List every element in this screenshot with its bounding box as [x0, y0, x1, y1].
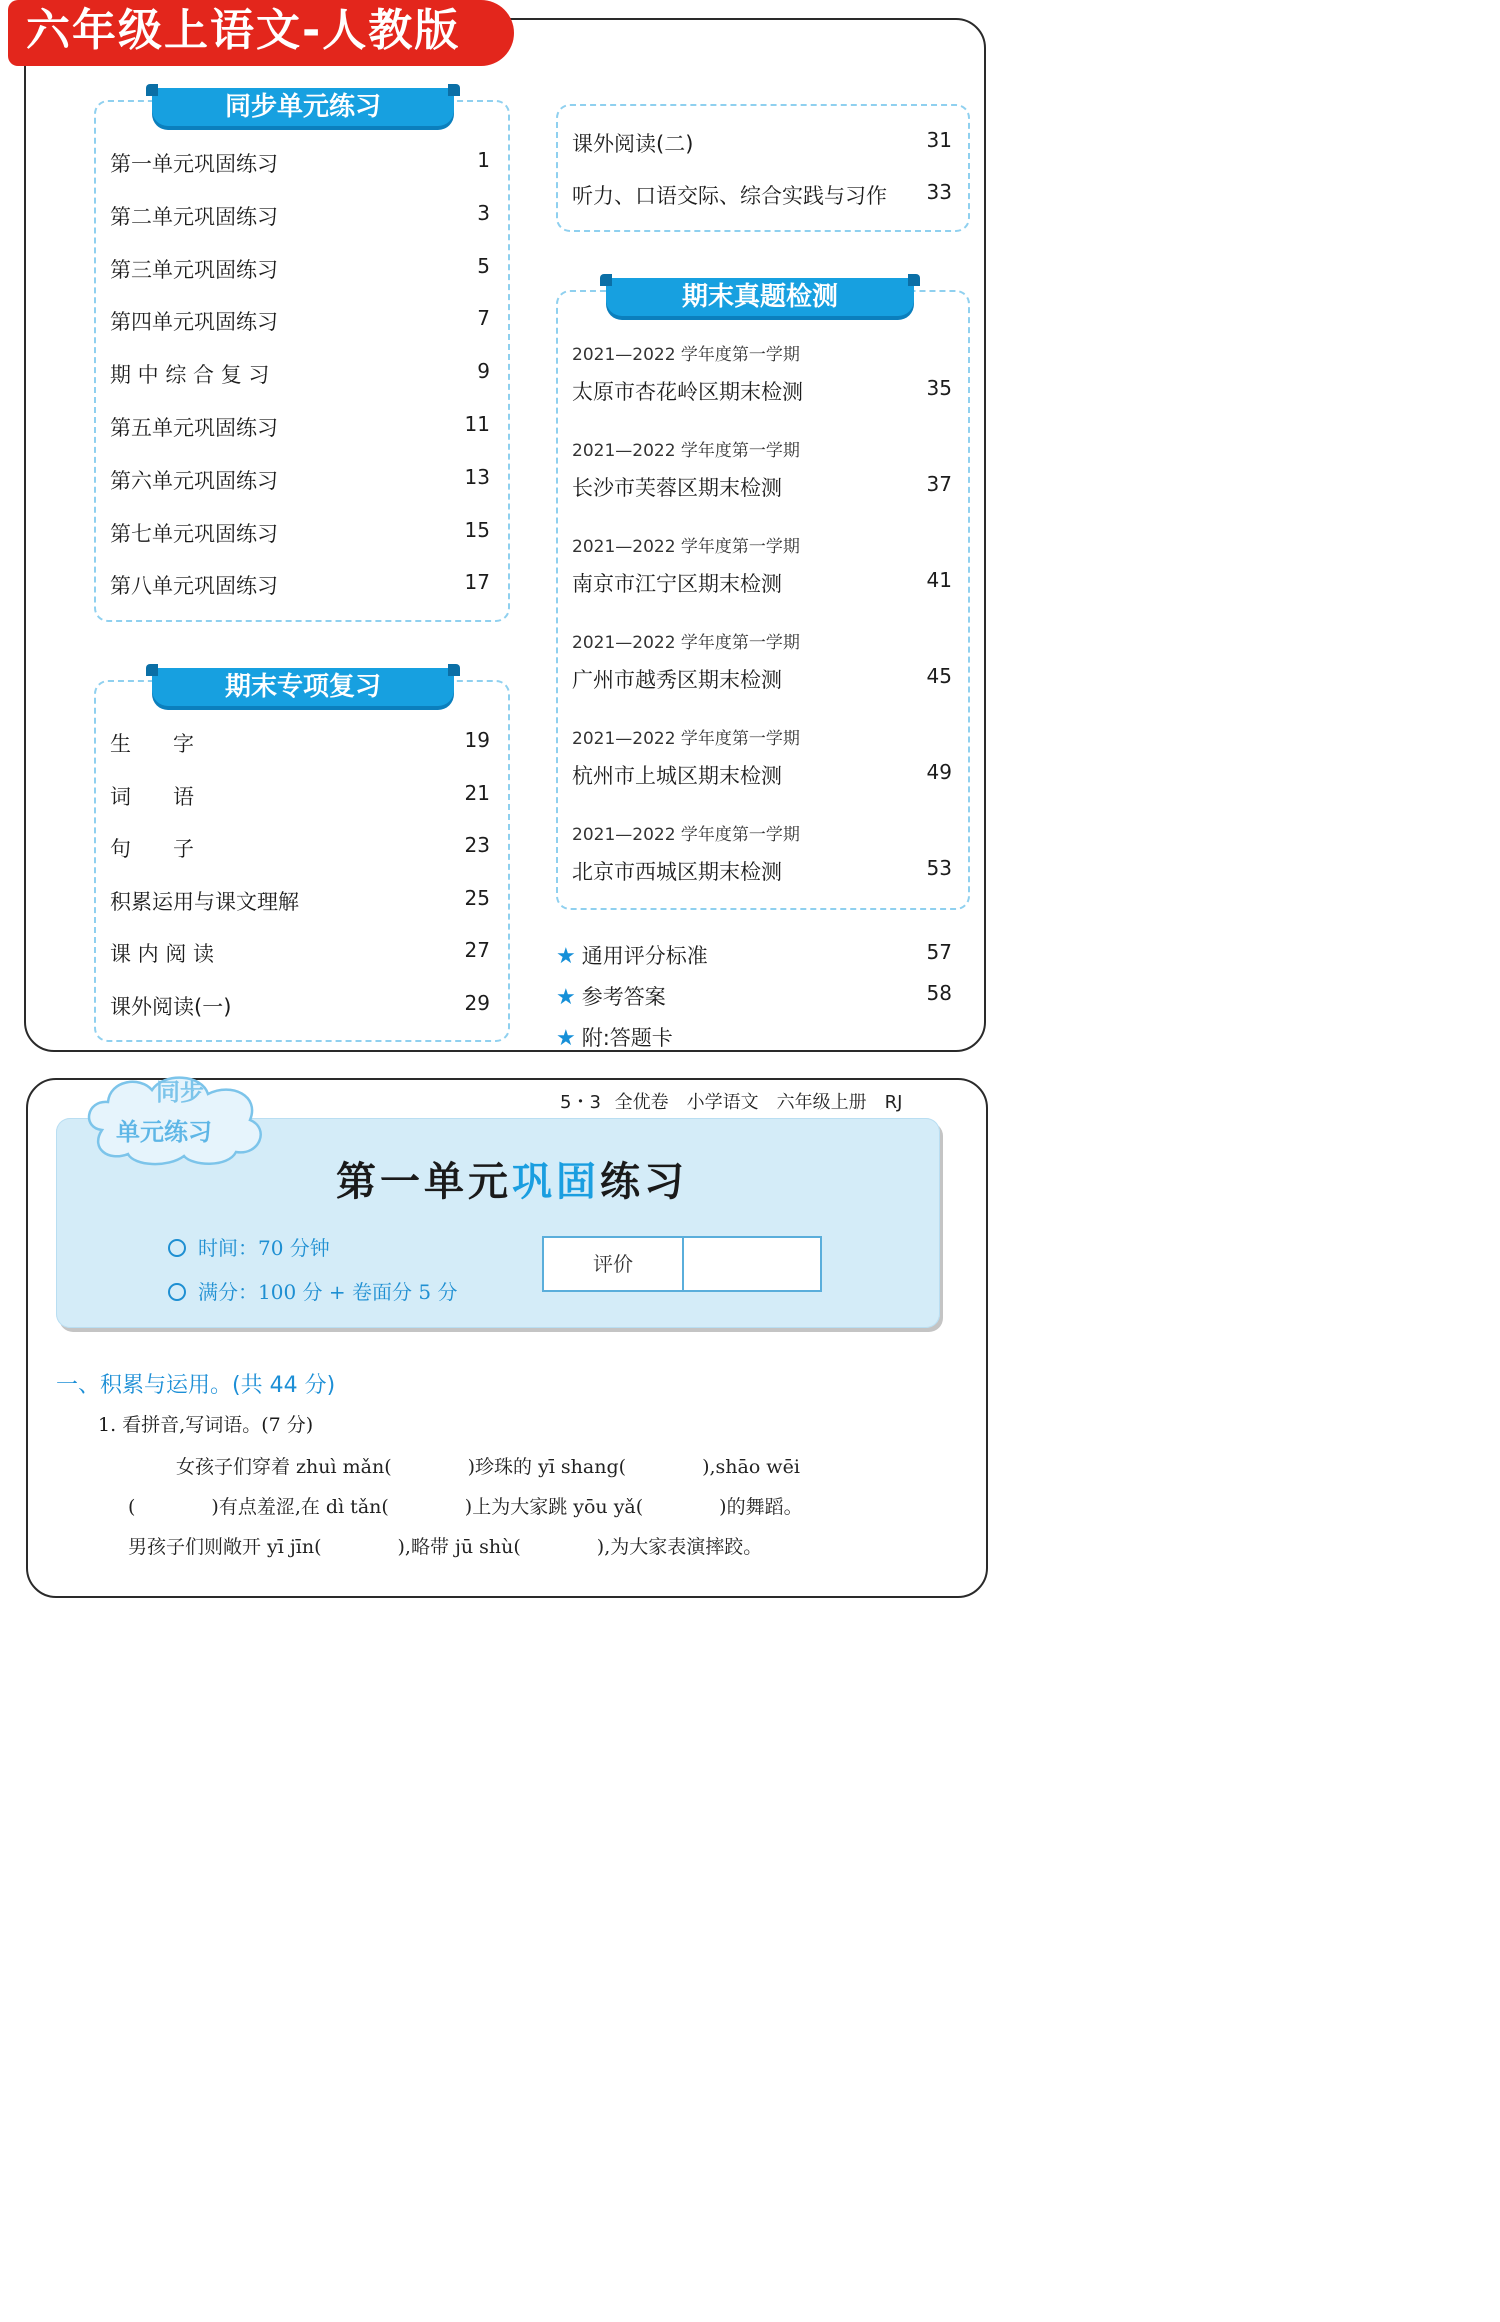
exam-term-label: 2021—2022 学年度第一学期 — [572, 729, 800, 749]
exam-term-label: 2021—2022 学年度第一学期 — [572, 633, 800, 653]
question-1-line: 男孩子们则敞开 yī jīn( ),略带 jū shù( ),为大家表演摔跤。 — [128, 1536, 763, 1558]
edition-banner: 六年级上语文-人教版 — [8, 0, 514, 66]
score-label-text: 满分：100 分 + 卷面分 5 分 — [198, 1280, 458, 1304]
toc-item — [110, 518, 490, 548]
toc-item-title: 南京市江宁区期末检测 — [572, 572, 782, 596]
book-meta-line: 5・3 全优卷 小学语文 六年级上册 RJ — [560, 1092, 903, 1113]
continued-section-box — [556, 104, 970, 232]
toc-item-page: 45 — [926, 664, 952, 688]
toc-item-title: 杭州市上城区期末检测 — [572, 764, 782, 788]
toc-item — [110, 991, 490, 1021]
toc-item — [110, 465, 490, 495]
toc-item-page: 33 — [926, 180, 952, 204]
toc-item-title: 第一单元巩固练习 — [110, 152, 278, 176]
toc-item-title: 第三单元巩固练习 — [110, 257, 278, 282]
check-circle-icon — [168, 1283, 186, 1301]
question-1-line: ( )有点羞涩,在 dì tǎn( )上为大家跳 yōu yǎ( )的舞蹈。 — [128, 1496, 803, 1518]
toc-item-title: 太原市杏花岭区期末检测 — [572, 380, 803, 404]
unit-title-part2: 练习 — [600, 1159, 688, 1205]
toc-item-title: 听力、口语交际、综合实践与习作 — [572, 184, 887, 208]
extra-item-title: 附:答题卡 — [581, 1026, 673, 1050]
review-section-title: 期末专项复习 — [152, 668, 454, 706]
toc-item — [110, 254, 490, 284]
toc-item-page: 9 — [477, 359, 490, 384]
toc-item-page: 27 — [464, 938, 490, 963]
toc-item-title: 期 中 综 合 复 习 — [110, 363, 270, 388]
extra-item — [556, 1022, 956, 1052]
toc-item-page: 23 — [464, 833, 490, 858]
toc-item-title: 词 语 — [110, 784, 194, 809]
question-1-heading: 1. 看拼音,写词语。(7 分) — [98, 1414, 314, 1436]
question-1-line: 女孩子们穿着 zhuì mǎn( )珍珠的 yī shang( ),shāo wēi — [176, 1456, 800, 1478]
toc-item — [572, 376, 952, 406]
clock-icon — [168, 1239, 186, 1257]
toc-item-page: 41 — [926, 568, 952, 592]
exam-term-label: 2021—2022 学年度第一学期 — [572, 441, 800, 461]
cloud-badge-line1: 同步 — [156, 1078, 204, 1106]
toc-item-page: 15 — [464, 517, 490, 542]
toc-item-page: 49 — [926, 760, 952, 784]
toc-item-page: 53 — [926, 856, 952, 880]
toc-item — [110, 886, 490, 916]
toc-item — [572, 568, 952, 598]
toc-item — [110, 570, 490, 600]
toc-item-page: 37 — [926, 472, 952, 496]
toc-item-title: 生 字 — [110, 732, 194, 756]
toc-item-page: 1 — [477, 148, 490, 172]
star-icon: ★ — [556, 1026, 576, 1051]
toc-item-title: 第八单元巩固练习 — [110, 574, 278, 599]
toc-item-page: 5 — [477, 253, 490, 278]
extra-item — [556, 981, 956, 1011]
toc-item-title: 第五单元巩固练习 — [110, 416, 278, 440]
toc-item-page: 11 — [464, 412, 490, 436]
unit-title-highlight: 巩固 — [512, 1159, 600, 1205]
toc-item-title: 长沙市芙蓉区期末检测 — [572, 476, 782, 500]
toc-item-page: 13 — [464, 464, 490, 489]
grade-label: 评价 — [544, 1238, 684, 1290]
time-label-text: 时间：70 分钟 — [198, 1236, 330, 1260]
toc-item-page: 35 — [926, 376, 952, 400]
star-icon: ★ — [556, 985, 576, 1010]
toc-item-page: 3 — [477, 200, 490, 225]
exam-term-label: 2021—2022 学年度第一学期 — [572, 345, 800, 365]
extra-item-title: 通用评分标准 — [581, 944, 708, 968]
extra-item — [556, 940, 956, 970]
toc-item-title: 积累运用与课文理解 — [110, 889, 299, 914]
toc-item-page: 29 — [464, 991, 490, 1015]
toc-item — [110, 306, 490, 336]
toc-item-title: 第六单元巩固练习 — [110, 468, 278, 493]
toc-item — [110, 938, 490, 968]
toc-item — [572, 128, 952, 158]
toc-item-title: 课外阅读(一) — [110, 995, 232, 1019]
exam-term-label: 2021—2022 学年度第一学期 — [572, 825, 800, 845]
extra-item-page: 57 — [926, 940, 952, 964]
toc-item-page: 17 — [464, 570, 490, 595]
toc-item — [572, 856, 952, 886]
toc-item-title: 课 内 阅 读 — [110, 942, 215, 967]
toc-item-title: 广州市越秀区期末检测 — [572, 668, 782, 692]
part-heading: 一、积累与运用。(共 44 分) — [56, 1373, 336, 1398]
toc-item — [110, 359, 490, 389]
star-icon: ★ — [556, 944, 576, 969]
toc-item-page: 19 — [464, 728, 490, 752]
toc-item — [110, 728, 490, 758]
toc-item — [110, 148, 490, 178]
toc-item-page: 25 — [464, 885, 490, 910]
cloud-badge-line2: 单元练习 — [116, 1118, 212, 1146]
toc-item-title: 第二单元巩固练习 — [110, 204, 278, 229]
toc-item-title: 第七单元巩固练习 — [110, 521, 278, 546]
toc-item — [110, 412, 490, 442]
toc-item-page: 21 — [464, 780, 490, 805]
score-label — [168, 1276, 457, 1305]
toc-item — [110, 833, 490, 863]
toc-item — [572, 664, 952, 694]
exam-section-title: 期末真题检测 — [606, 278, 914, 316]
toc-item-page: 31 — [926, 128, 952, 152]
toc-item-page: 7 — [477, 306, 490, 331]
unit-title — [0, 1150, 1024, 1207]
time-label — [168, 1232, 330, 1261]
toc-item-title: 第四单元巩固练习 — [110, 310, 278, 335]
toc-item-title: 课外阅读(二) — [572, 132, 694, 156]
toc-item — [572, 760, 952, 790]
toc-item — [572, 180, 952, 210]
toc-item — [110, 781, 490, 811]
toc-item — [572, 472, 952, 502]
toc-item — [110, 201, 490, 231]
toc-item-title: 北京市西城区期末检测 — [572, 860, 782, 884]
exam-term-label: 2021—2022 学年度第一学期 — [572, 537, 800, 557]
grade-box — [542, 1236, 822, 1292]
extra-item-title: 参考答案 — [581, 985, 666, 1009]
unit-title-part1: 第一单元 — [336, 1159, 512, 1205]
toc-item-title: 句 子 — [110, 837, 194, 862]
extra-item-page: 58 — [926, 981, 952, 1005]
sync-section-title: 同步单元练习 — [152, 88, 454, 126]
